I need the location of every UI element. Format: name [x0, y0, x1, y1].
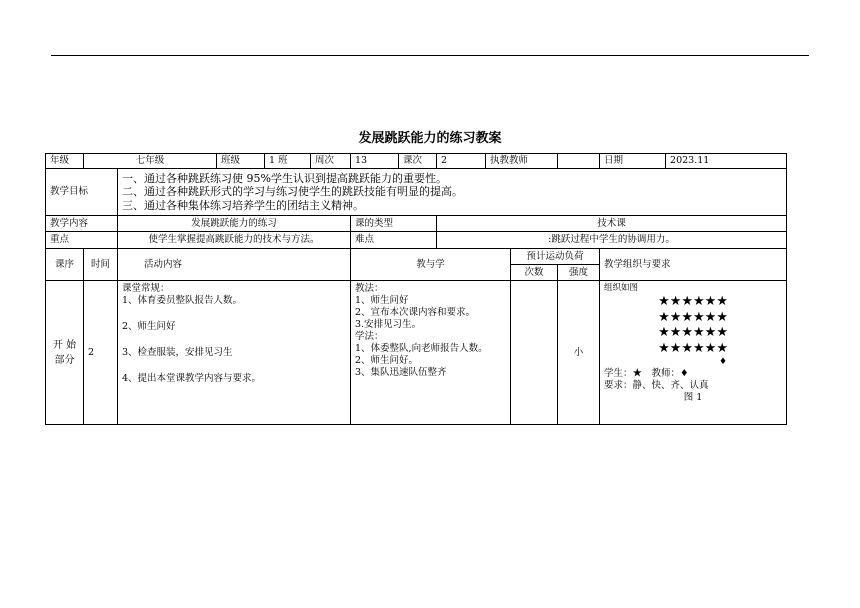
page-title: 发展跳跃能力的练习教案 — [358, 131, 502, 146]
teacher-label: 执教教师 — [486, 154, 558, 169]
star-row: ★★★★★★ — [658, 340, 728, 356]
col-activity: 活动内容 — [118, 249, 351, 281]
col-organization: 教学组织与要求 — [600, 249, 787, 281]
col-time: 时间 — [84, 249, 118, 281]
class-value: 1 班 — [265, 154, 311, 169]
activity-spacer — [122, 333, 346, 347]
focus-row — [46, 232, 787, 249]
teaching-item: 3、集队迅速队伍整齐 — [355, 367, 447, 378]
activity-item: 2、师生问好 — [122, 321, 176, 332]
load-count — [511, 281, 558, 425]
content-value: 发展跳跃能力的练习 — [118, 216, 351, 232]
teaching-list — [351, 281, 511, 425]
week-value: 13 — [351, 154, 399, 169]
teacher-value — [558, 154, 600, 169]
difficulty-value: :跳跃过程中学生的协调用力。 — [437, 232, 787, 249]
content-label: 教学内容 — [46, 216, 118, 232]
col-intensity: 强度 — [558, 265, 600, 281]
lesson-type-label: 课的类型 — [351, 216, 437, 232]
activity-item: 4、提出本堂课教学内容与要求。 — [122, 373, 262, 384]
col-teaching: 教与学 — [351, 249, 511, 281]
activity-item: 课堂常规： — [122, 283, 170, 294]
goal-item: 二、通过各种跳跃形式的学习与练习使学生的跳跃技能有明显的提高。 — [122, 185, 463, 199]
activity-spacer — [122, 307, 346, 321]
teaching-item: 教法： — [355, 283, 384, 294]
class-label: 班级 — [217, 154, 265, 169]
star-row: ★★★★★★ — [658, 294, 728, 309]
teaching-item: 1、体委整队,向老师报告人数。 — [355, 343, 488, 354]
date-value: 2023.11 — [666, 154, 787, 169]
date-label: 日期 — [600, 154, 666, 169]
teaching-item: 1、师生问好 — [355, 295, 409, 306]
organization-cell — [600, 281, 787, 425]
activity-list — [118, 281, 351, 425]
content-row — [46, 216, 787, 232]
org-title: 组织如图 — [604, 283, 639, 293]
goals-list — [118, 169, 787, 216]
col-order: 课序 — [46, 249, 84, 281]
formation-legend: 学生：★ 教师：♦ — [604, 368, 689, 379]
star-row: ★★★★★★ — [658, 325, 728, 340]
info-row — [46, 154, 787, 169]
figure-caption: 图 1 — [683, 392, 703, 403]
teaching-item: 2、宣布本次课内容和要求。 — [355, 307, 476, 318]
goal-item: 一、通过各种跳跃练习使 95%学生认识到提高跳跃能力的重要性。 — [122, 171, 447, 185]
grade-value: 七年级 — [84, 154, 217, 169]
activity-item: 3、检查服装，安排见习生 — [122, 347, 233, 358]
section-row — [46, 281, 787, 425]
formation-requirement: 要求：静、快、齐、认真 — [604, 380, 709, 391]
teaching-item: 2、师生问好。 — [355, 355, 419, 366]
lesson-label: 课次 — [399, 154, 437, 169]
key-point-value: 使学生掌握提高跳跃能力的技术与方法。 — [118, 232, 351, 249]
lesson-plan-table — [45, 153, 787, 425]
load-intensity: 小 — [558, 281, 600, 425]
column-header-row — [46, 249, 787, 265]
col-count: 次数 — [511, 265, 558, 281]
teacher-position-icon: ♦ — [718, 357, 728, 367]
goals-label: 教学目标 — [46, 169, 118, 216]
section-time: 2 — [84, 281, 118, 425]
star-row: ★★★★★★ — [658, 309, 728, 325]
goals-row — [46, 169, 787, 216]
header-rule — [51, 55, 809, 56]
activity-spacer — [122, 359, 346, 373]
section-name: 开 始 部分 — [46, 281, 84, 425]
difficulty-label: 难点 — [351, 232, 437, 249]
goal-item: 三、通过各种集体练习培养学生的团结主义精神。 — [122, 198, 364, 212]
week-label: 周次 — [311, 154, 351, 169]
col-load: 预计运动负荷 — [511, 249, 600, 265]
activity-item: 1、体育委员整队报告人数。 — [122, 295, 243, 306]
lesson-type-value: 技术课 — [437, 216, 787, 232]
student-formation — [604, 294, 782, 356]
teaching-item: 3.安排见习生。 — [355, 319, 422, 330]
grade-label: 年级 — [46, 154, 84, 169]
lesson-value: 2 — [437, 154, 486, 169]
teaching-item: 学法： — [355, 331, 384, 342]
key-point-label: 重点 — [46, 232, 118, 249]
